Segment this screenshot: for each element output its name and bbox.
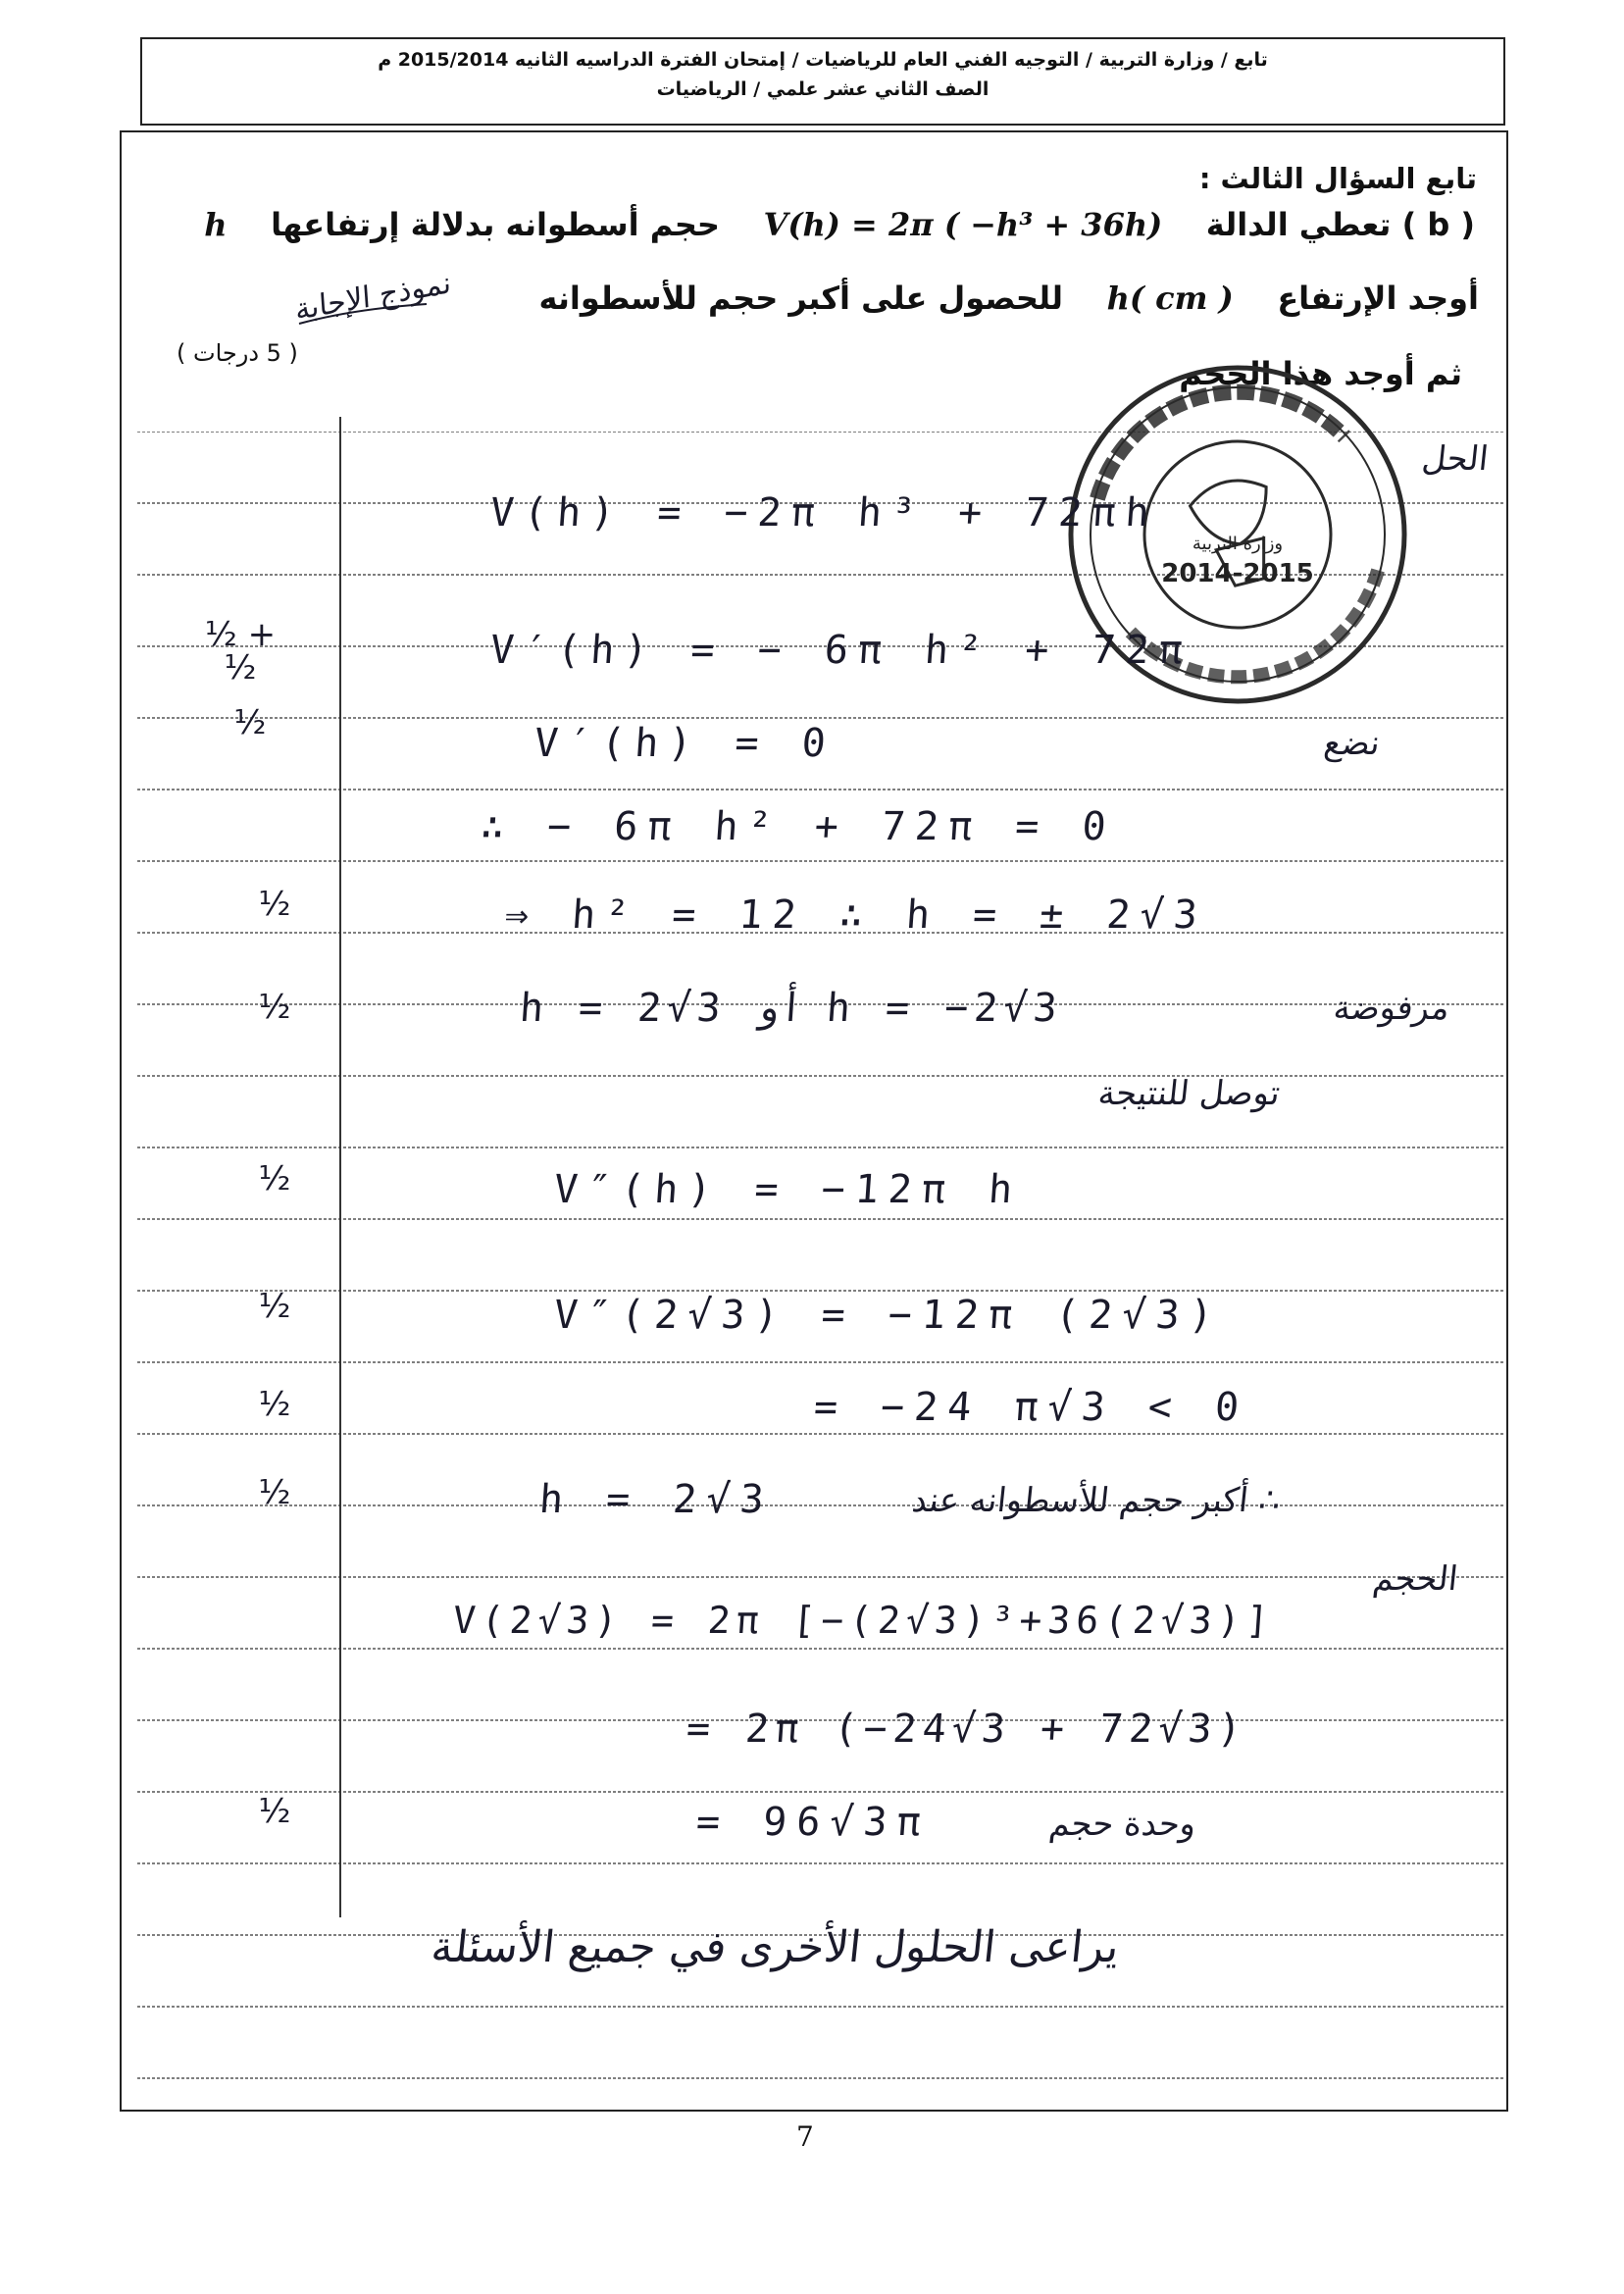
solution-line-8: V″(2√3) = −12π (2√3) — [552, 1293, 1225, 1338]
exam-header — [140, 37, 1505, 126]
solution-line-5: ⇒ h² = 12 ∴ h = ± 2√3 — [503, 892, 1209, 938]
margin-line — [339, 417, 341, 1917]
solution-line-4: ∴ − 6π h² + 72π = 0 — [479, 804, 1118, 849]
question-find — [538, 280, 1479, 317]
note-let: نضع — [1321, 724, 1383, 763]
note-reach-result: توصل للنتيجة — [1095, 1074, 1283, 1113]
stamp-ministry: وزارة التربية — [1192, 534, 1284, 554]
part-b-label: ( b ) تعطي الدالة — [1205, 206, 1475, 243]
part-b-rest: حجم أسطوانه بدلالة إرتفاعها — [271, 206, 720, 243]
mark-5: ½ — [258, 1159, 291, 1198]
question-then: ثم أوجد هذا الحجم — [1179, 355, 1462, 392]
variable-h: h — [204, 206, 228, 243]
solution-line-6: h = 2√3 أو h = −2√3 — [518, 986, 1065, 1031]
mark-6: ½ — [258, 1287, 291, 1326]
solution-line-10: h = 2√3 — [537, 1477, 776, 1522]
note-volume: الحجم — [1370, 1559, 1460, 1599]
note-rejected: مرفوضة — [1331, 989, 1451, 1028]
question-marks: ( 5 درجات ) — [177, 339, 298, 367]
function-expression: V(h) = 2π ( −h³ + 36h) — [763, 206, 1163, 243]
solution-line-1: V(h) = −2π h³ + 72πh — [488, 490, 1161, 535]
solution-label: الحل — [1419, 439, 1491, 479]
find-text-1: أوجد الإرتفاع — [1277, 280, 1479, 317]
handwritten-model-answer: نموذج الإجابة — [293, 265, 453, 329]
stamp-years: 2014-2015 — [1161, 559, 1314, 588]
mark-1: ½ + ½ — [204, 615, 277, 688]
footer-note: يراعى الحلول الأخرى في جميع الأسئلة — [429, 1922, 1122, 1972]
question-title: تابع السؤال الثالث : — [1198, 162, 1477, 195]
solution-line-11: V(2√3) = 2π [−(2√3)³+36(2√3)] — [451, 1599, 1277, 1642]
mark-9: ½ — [258, 1792, 291, 1831]
solution-line-3: V′(h) = 0 — [533, 721, 837, 766]
handwritten-underline — [294, 265, 431, 343]
solution-line-2: V′(h) = − 6π h² + 72π — [488, 628, 1194, 673]
solution-line-12: = 2π (−24√3 + 72√3) — [685, 1707, 1249, 1752]
find-variable: h( cm ) — [1106, 280, 1234, 317]
note-largest-volume: ∴ أكبر حجم للأسطوانه عند — [909, 1481, 1283, 1520]
mark-2: ½ — [233, 703, 267, 742]
header-line-2: الصف الثاني عشر علمي / الرياضيات — [656, 78, 990, 100]
header-line-1: تابع / وزارة التربية / التوجيه الفني العام للرياضيات / إمتحان الفترة الدراسيه الثانيه 2015/2014 م — [378, 49, 1268, 71]
find-text-2: للحصول على أكبر حجم للأسطوانه — [538, 280, 1064, 317]
question-part-b — [204, 206, 1475, 243]
page-number: 7 — [796, 2120, 814, 2153]
mark-4: ½ — [258, 988, 291, 1027]
mark-8: ½ — [258, 1473, 291, 1512]
solution-line-13: = 96√3π — [694, 1800, 933, 1845]
solution-line-9: = −24 π√3 < 0 — [812, 1385, 1250, 1430]
mark-7: ½ — [258, 1385, 291, 1424]
solution-line-7: V″(h) = −12π h — [552, 1167, 1024, 1212]
note-unit-volume: وحدة حجم — [1046, 1805, 1198, 1844]
mark-3: ½ — [258, 885, 291, 924]
